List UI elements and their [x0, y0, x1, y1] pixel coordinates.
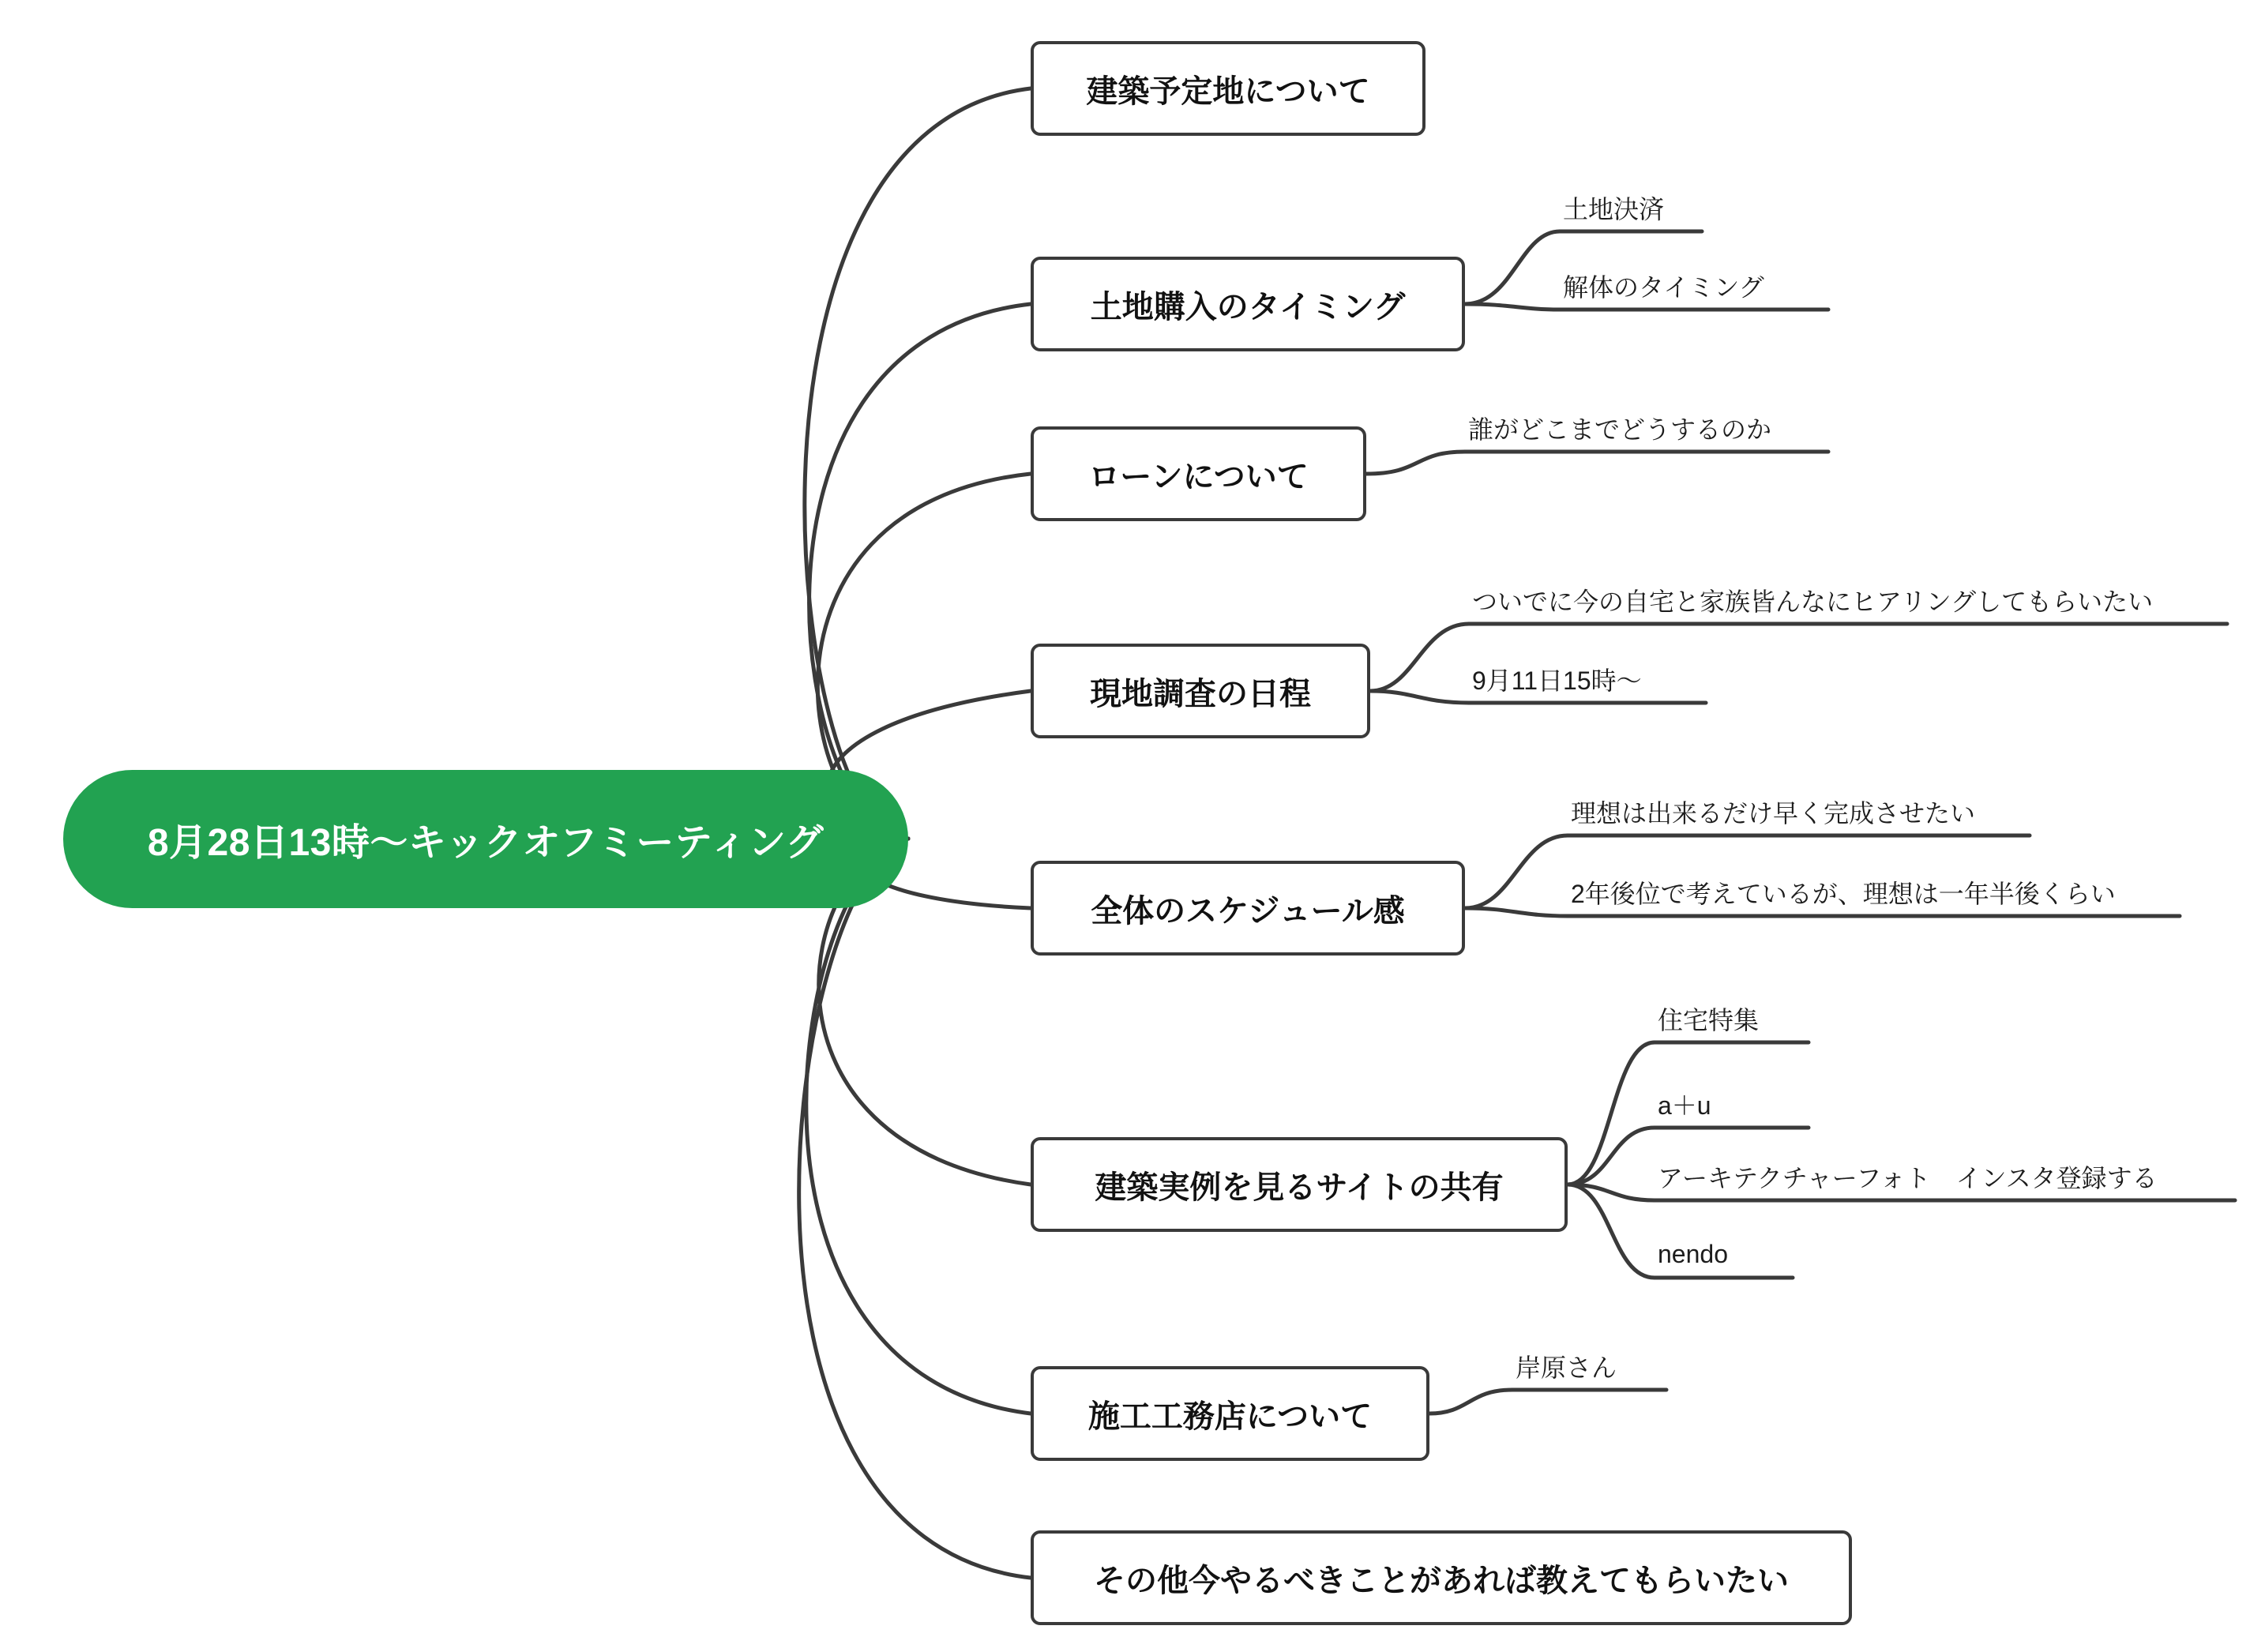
topic-node-6-label: 建築実例を見るサイトの共有	[1095, 1170, 1504, 1205]
edge-topic6-child1	[1568, 1042, 1655, 1185]
root-node-label: 8月28日13時〜キックオフミーティング	[147, 822, 824, 864]
topic-node-4-label: 現地調査の日程	[1090, 676, 1311, 711]
topic-node-5-label: 全体のスケジュール感	[1091, 893, 1405, 929]
topic-node-8-label: その他今やるべきことがあれば教えてもらいたい	[1094, 1563, 1789, 1598]
topic-node-2-label: 土地購入のタイミング	[1090, 289, 1406, 325]
topic-node-8[interactable]	[1031, 1530, 1852, 1625]
leaf-node-6-4-label: nendo	[1658, 1239, 1728, 1268]
edge-topic3-child1	[1366, 452, 1465, 474]
topic-node-3[interactable]	[1031, 426, 1366, 521]
leaf-node-6-4[interactable]	[1655, 1238, 1915, 1278]
leaf-node-7-1[interactable]	[1512, 1350, 1749, 1390]
edge-root-topic-2	[809, 304, 1031, 839]
leaf-node-4-1-label: ついでに今の自宅と家族皆んなにヒアリングしてもらいたい	[1472, 588, 2154, 616]
leaf-node-2-1-label: 土地決済	[1563, 195, 1665, 223]
edge-topic6-child3	[1568, 1185, 1655, 1200]
topic-node-5[interactable]	[1031, 861, 1465, 956]
leaf-node-6-2-label: a＋u	[1658, 1091, 1711, 1120]
edge-topic5-child1	[1465, 835, 1568, 908]
edge-topic4-child1	[1370, 624, 1469, 691]
edge-topic2-child2	[1465, 304, 1560, 310]
leaf-node-6-3-label: アーキテクチャーフォト インスタ登録する	[1658, 1164, 2158, 1192]
edge-root-topic-8	[799, 839, 1031, 1578]
leaf-node-4-2-label: 9月11日15時〜	[1472, 666, 1642, 695]
leaf-node-6-1-label: 住宅特集	[1658, 1006, 1760, 1034]
leaf-node-2-2[interactable]	[1560, 270, 1876, 310]
topic-node-6[interactable]	[1031, 1137, 1568, 1232]
leaf-node-5-2-label: 2年後位で考えているが、理想は一年半後くらい	[1571, 880, 2116, 908]
edge-root-topic-7	[806, 839, 1031, 1414]
topic-node-1[interactable]	[1031, 41, 1425, 136]
leaf-node-2-2-label: 解体のタイミング	[1563, 273, 1764, 302]
leaf-node-4-2[interactable]	[1469, 663, 1730, 703]
leaf-node-5-1-label: 理想は出来るだけ早く完成させたい	[1571, 799, 1976, 828]
leaf-node-3-1-label: 誰がどこまでどうするのか	[1468, 415, 1772, 444]
topic-node-7-label: 施工工務店について	[1087, 1399, 1373, 1434]
topic-node-1-label: 建築予定地について	[1086, 73, 1370, 109]
edge-root-topic-1	[805, 88, 1031, 839]
topic-node-3-label: ローンについて	[1088, 459, 1309, 494]
leaf-node-2-1[interactable]	[1560, 192, 1844, 231]
leaf-node-5-2[interactable]	[1568, 877, 2192, 916]
leaf-node-7-1-label: 岸原さん	[1516, 1354, 1617, 1382]
leaf-node-6-2[interactable]	[1655, 1088, 1915, 1128]
edge-topic7-child1	[1429, 1390, 1512, 1414]
edge-topic4-child2	[1370, 691, 1469, 703]
topic-node-7[interactable]	[1031, 1366, 1429, 1461]
leaf-node-4-1[interactable]	[1469, 584, 2235, 624]
root-node[interactable]	[63, 770, 908, 908]
edge-topic2-child1	[1465, 231, 1560, 304]
leaf-node-5-1[interactable]	[1568, 796, 2042, 835]
leaf-node-3-1[interactable]	[1465, 412, 1836, 452]
edge-topic5-child2	[1465, 908, 1568, 916]
leaf-node-6-3[interactable]	[1655, 1161, 2255, 1200]
leaf-node-6-1[interactable]	[1655, 1003, 1915, 1042]
edge-topic6-child2	[1568, 1128, 1655, 1185]
topic-node-2[interactable]	[1031, 257, 1465, 351]
edge-topic6-child4	[1568, 1185, 1655, 1278]
topic-node-4[interactable]	[1031, 644, 1370, 738]
